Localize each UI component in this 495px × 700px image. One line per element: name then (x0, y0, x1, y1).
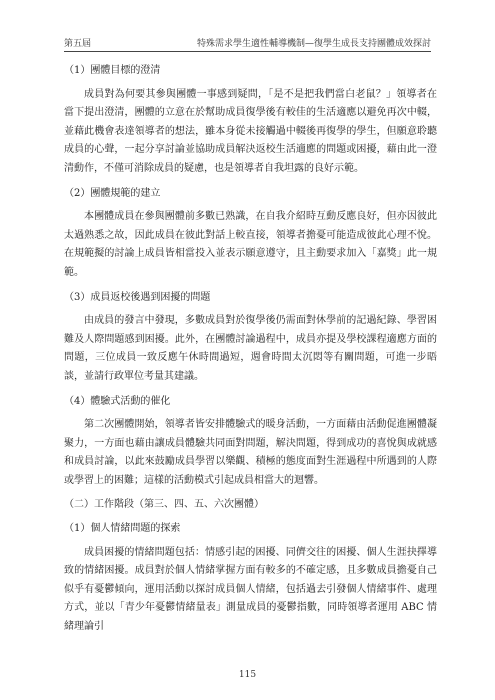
page-number: 115 (238, 670, 257, 680)
section-heading: （2）團體規範的建立 (64, 187, 161, 199)
header-right: 特殊需求學生適性輔導機制—復學生成長支持團體成效探討 (196, 39, 431, 49)
header-rule (64, 51, 431, 52)
section-paragraph: 第二次團體開始，領導者皆安排體驗式的暖身活動，一方面藉由活動促進團體凝聚力，一方面也藉由讓成員體驗共同面對問題，解決問題，得到成功的喜悅與成就感和成員討論，以此來鼓勵成員學習以樂觀、積極的態度面對生涯過程中所遇到的人際或學習上的困難；這樣的活動模式引起成員相當大的迴響。 (64, 419, 437, 486)
stage-heading: （二）工作階段（第三、四、五、六次團體） (64, 499, 264, 511)
section-heading: （1）團體目標的澄清 (64, 65, 161, 76)
running-header (64, 36, 431, 52)
page-content (64, 60, 437, 643)
section-heading: （4）體驗式活動的催化 (64, 395, 171, 407)
header-left: 第五屆 (64, 39, 92, 49)
section-paragraph: 成員困擾的情緒問題包括：情感引起的困擾、同儕交往的困擾、個人生涯抉擇導致的情緒困擾。成員對於個人情緒掌握方面有較多的不確定感，且多數成員擔憂自己似乎有憂鬱傾向，運用活動以探討成員個人情緒，包括過去引發個人情緒事件、處理方式，並以「青少年憂鬱情緒量表」測量成員的憂鬱指數，同時領導者運用 ABC 情緒理論引 (64, 546, 437, 633)
section-paragraph: 本團體成員在參與團體前多數已熟識，在自我介紹時互動反應良好，但亦因彼此太過熟悉之故，因此成員在彼此對話上較直接，領導者擔憂可能造成彼此心理不悅。在規範擬的討論上成員皆相當投入並表示願意遵守，且主動要求加入「嘉獎」此一規範。 (64, 211, 437, 278)
section-heading: （3）成員返校後遇到困擾的問題 (64, 291, 211, 303)
section-heading: （1）個人情緒問題的探索 (64, 523, 181, 535)
section-paragraph: 成員對為何要其參與團體一事感到疑問，「是不是把我們當白老鼠？」領導者在當下提出澄清，團體的立意在於幫助成員復學後有較佳的生活適應以避免再次中輟，並藉此機會表達領導者的想法，雖本身從未接觸過中輟後再復學的學生，但願意聆聽成員的心聲，一起分享討論並協助成員解決返校生活適應的問題或困擾，藉由此一澄清動作，不僅可消除成員的疑慮，也是領導者自我坦露的良好示範。 (64, 88, 437, 174)
section-paragraph: 由成員的發言中發現，多數成員對於復學後仍需面對休學前的記過紀錄、學習困難及人際問題感到困擾。此外，在團體討論過程中，成員亦提及學校課程適應方面的問題，三位成員一致反應午休時間過短，週會時間太沉悶等有關問題，可進一步晤談，並請行政單位考量其建議。 (64, 315, 437, 382)
